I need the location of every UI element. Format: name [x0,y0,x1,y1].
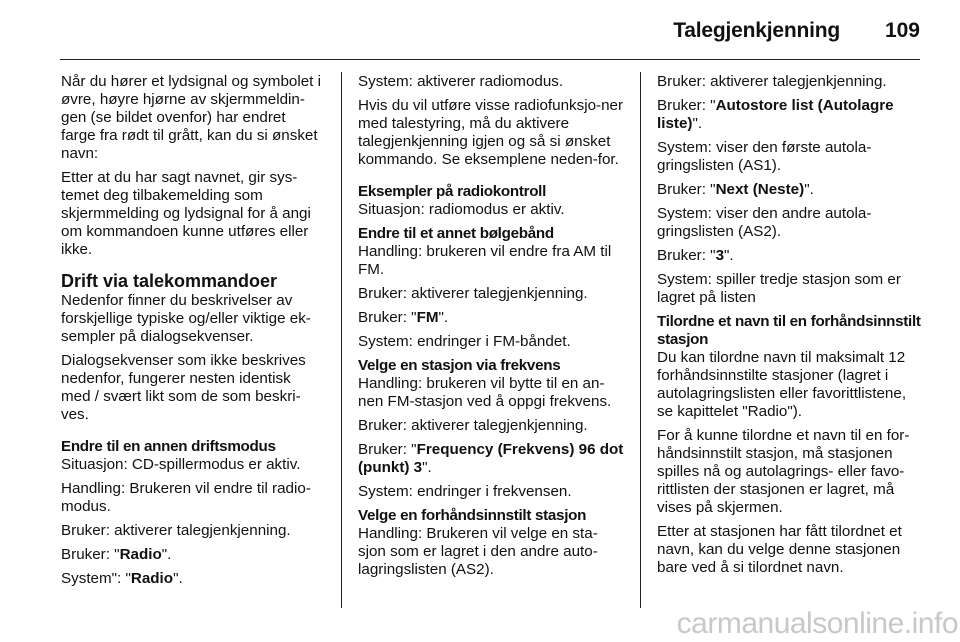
paragraph [358,309,624,327]
paragraph [657,181,922,199]
column-divider-2 [640,72,641,608]
page-title: Talegjenkjenning [673,19,840,42]
paragraph: Bruker: aktiverer talegjenkjenning. [657,73,887,90]
paragraph [657,247,922,265]
paragraph: Handling: Brukeren vil endre til radio-modus. [61,480,311,515]
text: ". [161,546,172,563]
subheading: Tilordne et navn til en forhåndsinnstilt stasjon [657,313,921,348]
text-column-2 [358,73,624,603]
subheading: Eksempler på radiokontroll [358,183,547,200]
paragraph: System: endringer i frekvensen. [358,483,572,500]
text: Bruker: " [358,441,417,458]
text: ". [804,181,814,198]
paragraph [61,570,323,588]
paragraph: Handling: Brukeren vil velge en sta-sjon som er lagret i den andre auto-lagringslisten (AS2). [358,525,598,578]
text: Bruker: " [657,97,716,114]
column-divider-1 [341,72,342,608]
paragraph: Situasjon: CD-spillermodus er aktiv. [61,456,301,473]
text: ". [724,247,734,264]
text-column-1 [61,73,323,603]
subheading: Endre til en annen driftsmodus [61,438,276,455]
text: ". [692,115,703,132]
paragraph: System: spiller tredje stasjon som er lagret på listen [657,271,901,306]
paragraph: Hvis du vil utføre visse radiofunksjo-ner med talestyring, må du aktivere talegjenkjenning igjen og så si ønsket kommando. Se eksemplene neden-for. [358,97,624,168]
watermark: carmanualsonline.info [676,607,958,640]
paragraph: For å kunne tilordne et navn til en for-håndsinnstilt stasjon, må stasjonen spilles nå og autolagrings- eller favo-rittlisten der stasjonen er lagret, må vises på skjermen. [657,427,910,516]
command-text: Next (Neste) [715,181,805,198]
paragraph: Handling: brukeren vil endre fra AM til FM. [358,243,612,278]
subheading: Endre til et annet bølgebånd [358,225,554,242]
command-text: Frequency (Frekvens) 96 dot (punkt) 3 [358,441,624,476]
command-text: 3 [715,247,725,264]
paragraph: Bruker: aktiverer talegjenkjenning. [358,417,588,434]
command-text: Autostore list (Autolagre liste) [657,97,894,132]
text: ". [422,459,432,476]
header-divider [60,59,920,60]
paragraph: System: viser den første autola-gringslisten (AS1). [657,139,872,174]
subheading: Velge en forhåndsinnstilt stasjon [358,507,587,524]
paragraph [358,441,624,477]
paragraph: Handling: brukeren vil bytte til en an-nen FM-stasjon ved å oppgi frekvens. [358,375,612,410]
text: Bruker: " [657,181,716,198]
page-number: 109 [884,19,920,42]
section-title: Drift via talekommandoer [61,271,278,291]
command-text: FM [416,309,439,326]
subheading: Velge en stasjon via frekvens [358,357,561,374]
text: Bruker: " [358,309,417,326]
text-column-3 [657,73,922,603]
paragraph: Du kan tilordne navn til maksimalt 12 forhåndsinnstilte stasjoner (lagret i autolagringslisten eller favorittlistene, se kapittelet "Radio"). [657,349,907,420]
paragraph: Etter at du har sagt navnet, gir sys-temet deg tilbakemelding som skjermmelding og lydsignal for å angi om kommandoen kunne utføres eller ikke. [61,169,311,258]
paragraph: Dialogsekvenser som ikke beskrives nedenfor, fungerer nesten identisk med / svært likt som de som beskri-ves. [61,352,306,423]
command-text: Radio [119,546,162,563]
paragraph: Situasjon: radiomodus er aktiv. [358,201,565,218]
command-text: Radio [130,570,174,587]
paragraph [657,97,922,133]
text: Bruker: " [61,546,120,563]
paragraph: System: aktiverer radiomodus. [358,73,564,90]
text: Bruker: " [657,247,716,264]
paragraph: System: viser den andre autola-gringslisten (AS2). [657,205,872,240]
page-header [0,0,960,60]
paragraph: System: endringer i FM-båndet. [358,333,571,350]
paragraph: Bruker: aktiverer talegjenkjenning. [358,285,588,302]
text: ". [438,309,449,326]
paragraph [61,546,323,564]
text: System": " [61,570,131,587]
paragraph: Etter at stasjonen har fått tilordnet et navn, kan du velge denne stasjonen bare ved å si tilordnet navn. [657,523,902,576]
paragraph: Nedenfor finner du beskrivelser av forskjellige typiske og/eller viktige ek-sempler på dialogsekvenser. [61,292,311,345]
paragraph: Bruker: aktiverer talegjenkjenning. [61,522,291,539]
text: ". [173,570,183,587]
paragraph: Når du hører et lydsignal og symbolet i øvre, høyre hjørne av skjermmeldin-gen (se bildet ovenfor) har endret farge fra rødt til grått, kan du si ønsket navn: [61,73,321,162]
